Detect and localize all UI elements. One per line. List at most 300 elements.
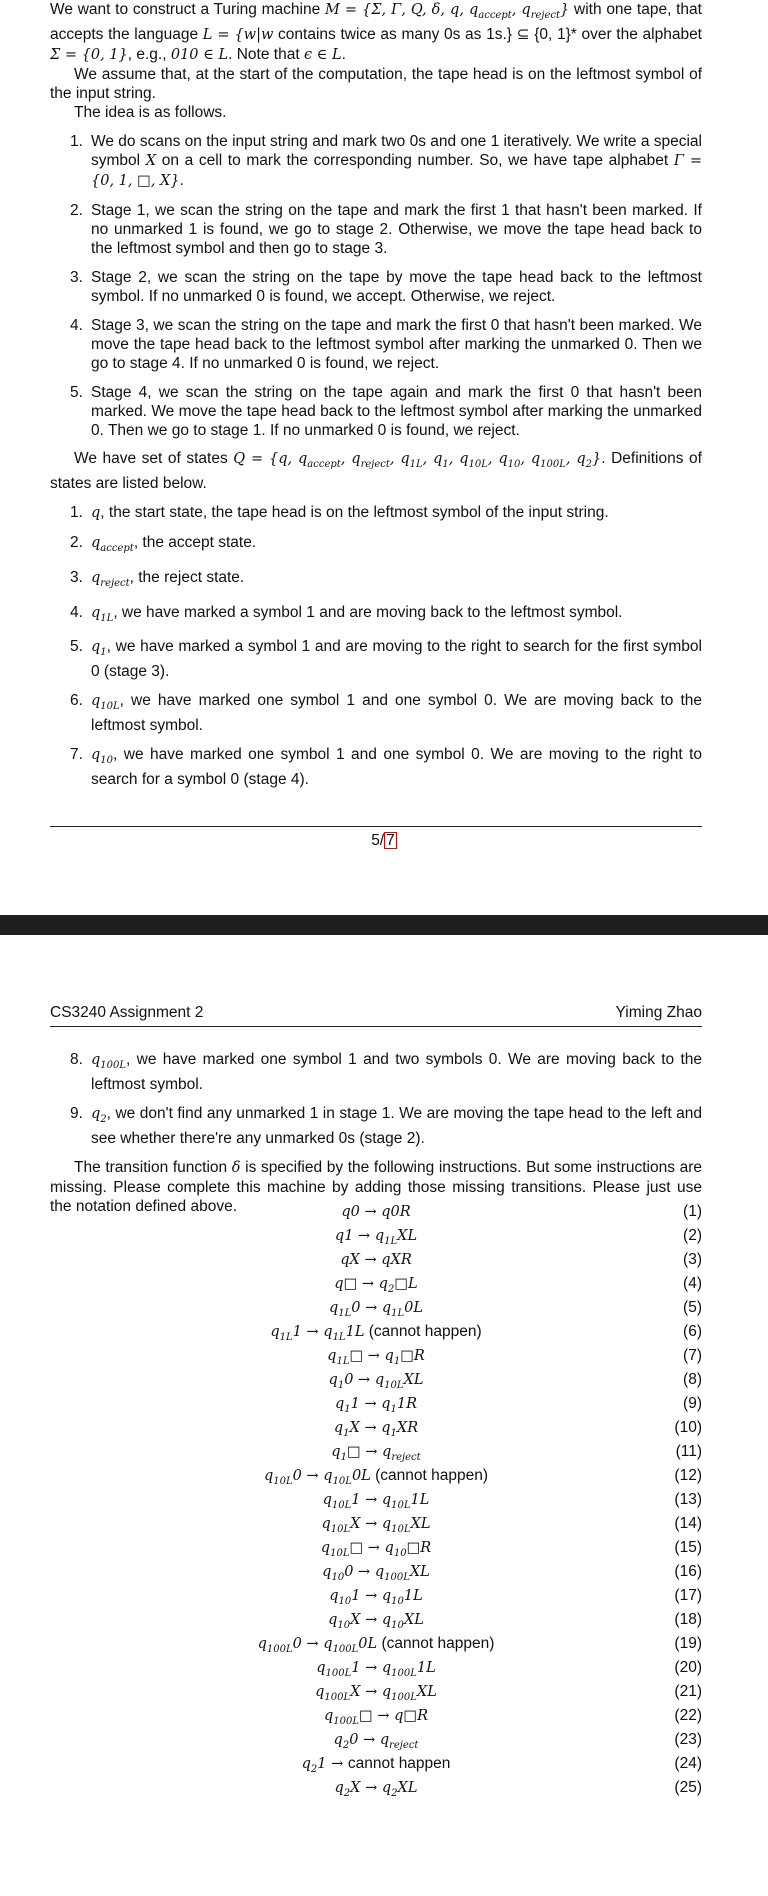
- state-subscript: 10L: [273, 1475, 293, 1487]
- state-description: , we have marked one symbol 1 and one symbol 0. We are moving back to the leftmost symbol.: [91, 692, 702, 735]
- transition-row: [50, 1296, 702, 1320]
- state-subscript: 100L: [266, 1643, 293, 1655]
- idea-heading: The idea is as follows.: [74, 103, 227, 121]
- state-subscript: 1: [340, 1451, 347, 1463]
- state-symbol: q: [91, 504, 101, 521]
- state-subscript: 10L: [330, 1523, 351, 1535]
- move-direction: L: [414, 1612, 424, 1628]
- state-symbol: $q_{10}$: [91, 747, 114, 767]
- author-name: Yiming Zhao: [615, 1004, 702, 1021]
- transition-row: [50, 1368, 702, 1392]
- state-subscript: 1L: [100, 612, 114, 624]
- transition-row: [50, 1416, 702, 1440]
- transition-note: (cannot happen): [370, 1467, 489, 1484]
- state-subscript: 100L: [384, 1571, 410, 1583]
- state-subscript: 1L: [338, 1307, 352, 1319]
- read-symbol: 0: [292, 1468, 302, 1484]
- state-subscript: 10: [337, 1619, 351, 1631]
- state-subscript: 1: [390, 1427, 397, 1439]
- list-number: 7.: [70, 746, 83, 764]
- equation-number: (20): [674, 1659, 702, 1676]
- state-symbol: $q_1$: [381, 1420, 397, 1439]
- state-subscript: 1: [100, 647, 107, 659]
- transition-row: [50, 1656, 702, 1680]
- move-direction: R: [407, 1420, 419, 1436]
- transition-row: [50, 1560, 702, 1584]
- page-footer: [0, 832, 768, 850]
- state-symbol: $q_{1L}$: [323, 1324, 346, 1343]
- move-direction: L: [420, 1564, 430, 1580]
- arrow: →: [353, 1564, 375, 1580]
- arrow: →: [359, 1396, 382, 1412]
- equation-number: (25): [674, 1779, 702, 1796]
- state-subscript: 10: [507, 458, 521, 470]
- write-symbol: X: [397, 1228, 408, 1244]
- write-symbol: X: [390, 1252, 401, 1268]
- write-symbol: 1: [396, 1396, 407, 1412]
- list-number: 1.: [70, 132, 83, 150]
- arrow: →: [301, 1636, 324, 1652]
- state-subscript: 100L: [333, 1715, 360, 1727]
- arrow: →: [357, 1276, 379, 1292]
- idea-item: [50, 132, 702, 191]
- state-subscript: 1L: [279, 1331, 293, 1343]
- state-symbol: $q_{100L}$: [257, 1636, 293, 1655]
- state-symbol: $q_{1L}$: [91, 604, 114, 624]
- idea-item: [50, 268, 702, 306]
- state-set-math: Q = {q, $q_{accept}$, $q_{reject}$, $q_{1L}$, $q_1$, $q_{10L}$, $q_{10}$, $q_{100L}$, $q_2$}: [233, 450, 602, 470]
- state-symbol: $q_{10}$: [328, 1612, 351, 1631]
- arrow: →: [360, 1492, 382, 1508]
- state-symbol: $q_1$: [334, 1396, 351, 1415]
- transition-row: [50, 1200, 702, 1224]
- state-item: [50, 637, 702, 681]
- move-direction: L: [420, 1516, 431, 1532]
- state-symbol: $q_2$: [334, 1780, 351, 1799]
- equation-number: (6): [683, 1323, 702, 1340]
- equation-number: (4): [683, 1275, 702, 1292]
- move-direction: L: [407, 1228, 418, 1244]
- move-direction: L: [426, 1660, 436, 1676]
- arrow: →: [301, 1468, 324, 1484]
- state-symbol: $q_{100L}$: [91, 1052, 127, 1071]
- move-direction: L: [413, 1588, 423, 1604]
- move-direction: L: [413, 1300, 424, 1316]
- state-subscript: 1: [390, 1403, 397, 1415]
- assumption-paragraph: We assume that, at the start of the computation, the tape head is on the leftmost symbol of the input string.: [50, 65, 702, 102]
- state-subscript: 10L: [391, 1523, 411, 1535]
- state-symbol: $q_{1L}$: [328, 1300, 352, 1319]
- state-symbol: $q_{10L}$: [381, 1516, 411, 1535]
- equation-number: (5): [683, 1299, 702, 1316]
- course-title: CS3240 Assignment 2: [50, 1004, 204, 1021]
- state-description: , the accept state.: [133, 533, 257, 551]
- equation-number: (14): [674, 1515, 702, 1532]
- state-symbol: $q_{10L}$: [322, 1492, 352, 1511]
- read-symbol: 1: [351, 1588, 361, 1604]
- page-6: [0, 935, 768, 1896]
- arrow: →: [363, 1540, 385, 1556]
- state-subscript: 2: [585, 458, 593, 470]
- state-symbol: $q_{10L}$: [381, 1492, 411, 1511]
- idea-text: Stage 3, we scan the string on the tape and mark the first 0 that hasn't been marked. We move the tape head back to the leftmost symbol after marking the unmarked 0. Then we go to stage 4. If no unmarked 0 is found, we reject.: [91, 316, 702, 372]
- move-direction: L: [367, 1636, 378, 1652]
- equation-number: (23): [674, 1731, 702, 1748]
- state-subscript: 10: [331, 1571, 345, 1583]
- equation-number: (15): [674, 1539, 702, 1556]
- write-symbol: X: [403, 1372, 414, 1388]
- read-symbol: X: [350, 1780, 361, 1796]
- transition-expression: [50, 1248, 702, 1272]
- transition-row: [50, 1248, 702, 1272]
- list-number: 8.: [70, 1051, 83, 1068]
- state-item: [50, 568, 702, 593]
- list-number: 6.: [70, 692, 83, 710]
- state-subscript: 10L: [330, 1547, 350, 1559]
- state-subscript: 2: [100, 1113, 107, 1125]
- state-symbol: $q_{100L}$: [315, 1684, 351, 1703]
- state-subscript: 1L: [384, 1235, 398, 1247]
- state-symbol: $q_{1L}$: [327, 1348, 350, 1367]
- move-direction: L: [413, 1372, 424, 1388]
- state-subscript: 2: [391, 1787, 398, 1799]
- transition-row: [50, 1440, 702, 1464]
- transition-row: [50, 1224, 702, 1248]
- state-symbol: $q_{10L}$: [321, 1516, 351, 1535]
- idea-text: Stage 1, we scan the string on the tape and mark the first 1 that hasn't been marked. If no unmarked 1 is found, we go to stage 2. Otherwise, we move the tape head back to the leftmost symbol and then go to stage 3.: [91, 201, 702, 257]
- state-subscript: reject: [360, 458, 390, 470]
- state-subscript: 1L: [409, 458, 423, 470]
- state-symbol: $q_1$: [331, 1444, 347, 1463]
- equation-number: (11): [675, 1443, 702, 1460]
- transition-row: [50, 1344, 702, 1368]
- move-direction: R: [420, 1540, 432, 1556]
- move-direction: L: [427, 1684, 437, 1700]
- read-symbol: 1: [351, 1492, 361, 1508]
- state-subscript: 2: [387, 1283, 395, 1295]
- idea-text: We do scans on the input string and mark two 0s and one 1 iteratively. We write a special symbol: [91, 132, 702, 169]
- state-symbol: q: [341, 1204, 351, 1220]
- state-symbol: $q_2$: [301, 1756, 318, 1775]
- list-number: 4.: [70, 316, 83, 334]
- idea-text: Stage 2, we scan the string on the tape by move the tape head back to the leftmost symbol. If no unmarked 0 is found, we accept. Otherwise, we reject.: [91, 268, 702, 305]
- read-symbol: 0: [351, 1300, 361, 1316]
- move-direction: L: [407, 1780, 418, 1796]
- transition-note: (cannot happen): [377, 1635, 495, 1652]
- state-subscript: 100L: [391, 1667, 417, 1679]
- arrow: →: [360, 1516, 382, 1532]
- write-symbol: 0: [351, 1468, 362, 1484]
- write-symbol: □: [403, 1708, 418, 1724]
- write-symbol: 1: [403, 1588, 414, 1604]
- transition-row: [50, 1680, 702, 1704]
- page-5-body: [50, 0, 702, 789]
- state-symbol: $q_1$: [333, 1420, 350, 1439]
- state-symbol: $q_{10}$: [329, 1588, 352, 1607]
- page-separator: [0, 915, 768, 935]
- state-subscript: accept: [307, 458, 341, 470]
- arrow: →: [358, 1732, 380, 1748]
- state-description: , we have marked one symbol 1 and one symbol 0. We are moving to the right to search for a symbol 0 (stage 4).: [91, 746, 702, 789]
- move-direction: L: [361, 1468, 371, 1484]
- state-subscript: 2: [342, 1739, 350, 1751]
- equation-number: (24): [674, 1755, 702, 1772]
- transition-row: [50, 1464, 702, 1488]
- transition-expression: [50, 1200, 702, 1224]
- equation-number: (8): [683, 1371, 702, 1388]
- state-subscript: 10L: [391, 1499, 411, 1511]
- state-subscript: 2: [343, 1787, 351, 1799]
- write-symbol: X: [416, 1684, 428, 1700]
- state-subscript: 1: [344, 1403, 351, 1415]
- read-symbol: 0: [350, 1204, 360, 1220]
- state-item: [50, 503, 702, 523]
- state-subscript: 100L: [324, 1691, 351, 1703]
- state-subscript: 1L: [332, 1331, 346, 1343]
- read-symbol: X: [350, 1516, 361, 1532]
- idea-item: [50, 316, 702, 373]
- equation-number: (9): [683, 1395, 702, 1412]
- write-symbol: X: [396, 1420, 408, 1436]
- equation-number: (12): [674, 1467, 702, 1484]
- read-symbol: 0: [344, 1564, 354, 1580]
- arrow: →: [326, 1756, 348, 1772]
- equation-number: (10): [674, 1419, 702, 1436]
- write-symbol: X: [410, 1516, 421, 1532]
- state-subscript: 100L: [100, 1059, 127, 1071]
- state-subscript: 10: [391, 1619, 404, 1631]
- state-symbol: $q_{100L}$: [323, 1636, 359, 1655]
- state-subscript: reject: [389, 1739, 419, 1751]
- arrow: →: [353, 1372, 375, 1388]
- read-symbol: 1: [317, 1756, 327, 1772]
- state-item: [50, 745, 702, 789]
- page-5: [0, 0, 768, 915]
- state-item: [50, 533, 702, 558]
- state-symbol: $q_{100L}$: [323, 1708, 360, 1727]
- state-subscript: reject: [391, 1451, 421, 1463]
- move-direction: R: [417, 1708, 429, 1724]
- state-subscript: 100L: [540, 458, 566, 470]
- state-symbol: q: [334, 1228, 345, 1244]
- state-symbol: $q_{100L}$: [374, 1564, 410, 1583]
- read-symbol: X: [349, 1420, 360, 1436]
- write-symbol: X: [409, 1564, 421, 1580]
- write-symbol: □: [406, 1540, 421, 1556]
- equation-number: (2): [683, 1227, 702, 1244]
- read-symbol: 1: [344, 1228, 354, 1244]
- transition-expression: [50, 1776, 702, 1806]
- transition-row: [50, 1536, 702, 1560]
- write-symbol: 0: [358, 1636, 368, 1652]
- write-symbol: 1: [345, 1324, 355, 1340]
- state-symbol: $q_{accept}$: [91, 534, 134, 554]
- read-symbol: □: [349, 1540, 364, 1556]
- equation-number: (1): [683, 1203, 702, 1220]
- state-symbol: q: [381, 1204, 391, 1220]
- arrow: →: [359, 1204, 382, 1220]
- read-symbol: 0: [292, 1636, 302, 1652]
- equation-number: (21): [674, 1683, 702, 1700]
- state-symbol: $q_{10}$: [381, 1588, 404, 1607]
- transition-row: [50, 1488, 702, 1512]
- move-direction: R: [400, 1252, 412, 1268]
- arrow: →: [360, 1612, 382, 1628]
- state-subscript: 1L: [391, 1307, 405, 1319]
- read-symbol: □: [359, 1708, 373, 1724]
- state-symbol: $q_2$: [381, 1780, 398, 1799]
- state-subscript: 10: [338, 1595, 352, 1607]
- read-symbol: 0: [344, 1372, 354, 1388]
- state-subscript: 1L: [336, 1355, 350, 1367]
- equation-number: (18): [674, 1611, 702, 1628]
- intro-paragraph: We want to construct a Turing machine M = {Σ, Γ, Q, δ, q, $q_{accept}$, $q_{reject}$} with one tape, that accepts the language L = {w|w contains twice as many 0s as 1s.} ⊆ {0, 1}* over the alphabet Σ = {0, 1}, e.g., 010 ∈ L. Note that ϵ ∈ L.: [50, 1, 702, 63]
- arrow: →: [301, 1324, 324, 1340]
- transition-row: [50, 1512, 702, 1536]
- state-item: [50, 603, 702, 628]
- state-symbol: $q_1$: [91, 639, 107, 659]
- transition-row: [50, 1704, 702, 1728]
- arrow: →: [363, 1348, 385, 1364]
- transition-intro-paragraph: The transition function δ is specified by the following instructions. But some instructions are missing. Please complete this machine by adding those missing transitions. Please just use the notation defined above.: [50, 1158, 702, 1215]
- read-symbol: 0: [349, 1732, 359, 1748]
- state-subscript: 1: [337, 1379, 345, 1391]
- arrow: →: [360, 1444, 383, 1460]
- state-subscript: 10L: [331, 1499, 352, 1511]
- read-symbol: □: [343, 1276, 358, 1292]
- read-symbol: □: [346, 1444, 361, 1460]
- move-direction: R: [406, 1396, 418, 1412]
- move-direction: R: [399, 1204, 411, 1220]
- list-number: 2.: [70, 533, 83, 551]
- state-symbol: $q_{reject}$: [91, 569, 130, 589]
- list-number: 3.: [70, 568, 83, 586]
- transition-row: [50, 1392, 702, 1416]
- state-description: , we have marked a symbol 1 and are moving to the right to search for the first symbol 0 (stage 3).: [91, 638, 702, 681]
- arrow: →: [359, 1252, 382, 1268]
- read-symbol: 1: [292, 1324, 302, 1340]
- state-item: [50, 1050, 702, 1094]
- state-symbol: $q_{10L}$: [263, 1468, 293, 1487]
- running-header: [50, 1004, 702, 1022]
- state-symbol: $q_{10}$: [322, 1564, 345, 1583]
- move-direction: R: [413, 1348, 425, 1364]
- state-symbol: $q_{100L}$: [381, 1660, 417, 1679]
- read-symbol: 1: [350, 1396, 360, 1412]
- state-subscript: 10L: [332, 1475, 352, 1487]
- state-symbol: $q_{1L}$: [270, 1324, 293, 1343]
- state-symbol: $q_{1L}$: [381, 1300, 405, 1319]
- equation-number: (22): [674, 1707, 702, 1724]
- equation-number: (7): [683, 1347, 702, 1364]
- header-rule: [50, 1026, 702, 1027]
- arrow: →: [372, 1708, 395, 1724]
- transition-row: [50, 1272, 702, 1296]
- state-symbol: $q_{10}$: [381, 1612, 404, 1631]
- move-direction: L: [354, 1324, 365, 1340]
- idea-text: Stage 4, we scan the string on the tape again and mark the first 0 that hasn't been marked. We move the tape head back to the leftmost symbol after marking the unmarked 0. Then we go to stage 1. If no unmarked 0 is found, we reject.: [91, 383, 702, 439]
- write-symbol: 0: [390, 1204, 400, 1220]
- state-symbol: q: [381, 1252, 391, 1268]
- idea-item: [50, 383, 702, 440]
- state-subscript: 100L: [332, 1643, 359, 1655]
- move-direction: L: [408, 1276, 418, 1292]
- transition-row: [50, 1584, 702, 1608]
- arrow: →: [360, 1660, 382, 1676]
- state-item: [50, 1104, 702, 1148]
- read-symbol: X: [350, 1684, 361, 1700]
- state-subscript: 1: [343, 1427, 350, 1439]
- idea-text: .: [179, 171, 184, 189]
- equation-number: (17): [674, 1587, 702, 1604]
- equation-number: (19): [674, 1635, 702, 1652]
- state-subscript: 10: [391, 1595, 404, 1607]
- list-number: 2.: [70, 201, 83, 219]
- state-symbol: $q_{10L}$: [320, 1540, 350, 1559]
- read-symbol: 1: [351, 1660, 361, 1676]
- state-symbol: $q_2$: [91, 1105, 107, 1125]
- state-symbol: $q_{100L}$: [316, 1660, 352, 1679]
- write-symbol: □: [394, 1276, 409, 1292]
- page-6-body: [50, 1050, 702, 1216]
- idea-text: on a cell to mark the corresponding number. So, we have tape alphabet: [156, 151, 674, 169]
- state-symbol: $q_2$: [378, 1276, 395, 1295]
- state-symbol: $q_1$: [381, 1396, 397, 1415]
- state-subscript: 10L: [100, 701, 120, 713]
- write-symbol: X: [403, 1612, 415, 1628]
- state-subscript: 100L: [391, 1691, 417, 1703]
- arrow: →: [353, 1228, 375, 1244]
- math-symbol: X: [145, 152, 157, 169]
- list-number: 1.: [70, 503, 83, 521]
- state-definition-list: [50, 503, 702, 789]
- arrow: →: [360, 1684, 382, 1700]
- state-symbol: $q_2$: [333, 1732, 350, 1751]
- state-symbol: $q_{10L}$: [323, 1468, 352, 1487]
- state-symbol: $q_{reject}$: [382, 1444, 421, 1463]
- transition-note: cannot happen: [347, 1755, 451, 1772]
- list-number: 5.: [70, 383, 83, 401]
- state-symbol: $q_1$: [328, 1372, 345, 1391]
- list-number: 3.: [70, 268, 83, 286]
- arrow: →: [360, 1780, 382, 1796]
- transition-note: (cannot happen): [364, 1323, 482, 1340]
- state-symbol: $q_{10L}$: [374, 1372, 404, 1391]
- write-symbol: 1: [410, 1492, 420, 1508]
- state-subscript: 10L: [468, 458, 488, 470]
- state-subscript: 2: [310, 1763, 318, 1775]
- state-description: , we have marked one symbol 1 and two symbols 0. We are moving back to the leftmost symbol.: [91, 1051, 702, 1093]
- state-subscript: 10: [393, 1547, 407, 1559]
- equation-number: (13): [674, 1491, 702, 1508]
- transition-row: [50, 1776, 702, 1800]
- state-symbol: q: [394, 1708, 404, 1724]
- list-number: 4.: [70, 603, 83, 621]
- footer-rule: [50, 826, 702, 827]
- read-symbol: X: [350, 1612, 361, 1628]
- math-alphabet: Γ = {0, 1, □, X}: [91, 152, 702, 189]
- state-subscript: 1: [393, 1355, 401, 1367]
- state-symbol: $q_{10}$: [384, 1540, 407, 1559]
- read-symbol: □: [349, 1348, 364, 1364]
- write-symbol: □: [400, 1348, 414, 1364]
- idea-item: [50, 201, 702, 258]
- state-description: , the start state, the tape head is on the leftmost symbol of the input string.: [100, 503, 609, 521]
- total-pages-link[interactable]: 7: [386, 832, 395, 849]
- arrow: →: [360, 1300, 382, 1316]
- state-symbol: $q_{10L}$: [91, 693, 120, 713]
- state-symbol: $q_1$: [384, 1348, 401, 1367]
